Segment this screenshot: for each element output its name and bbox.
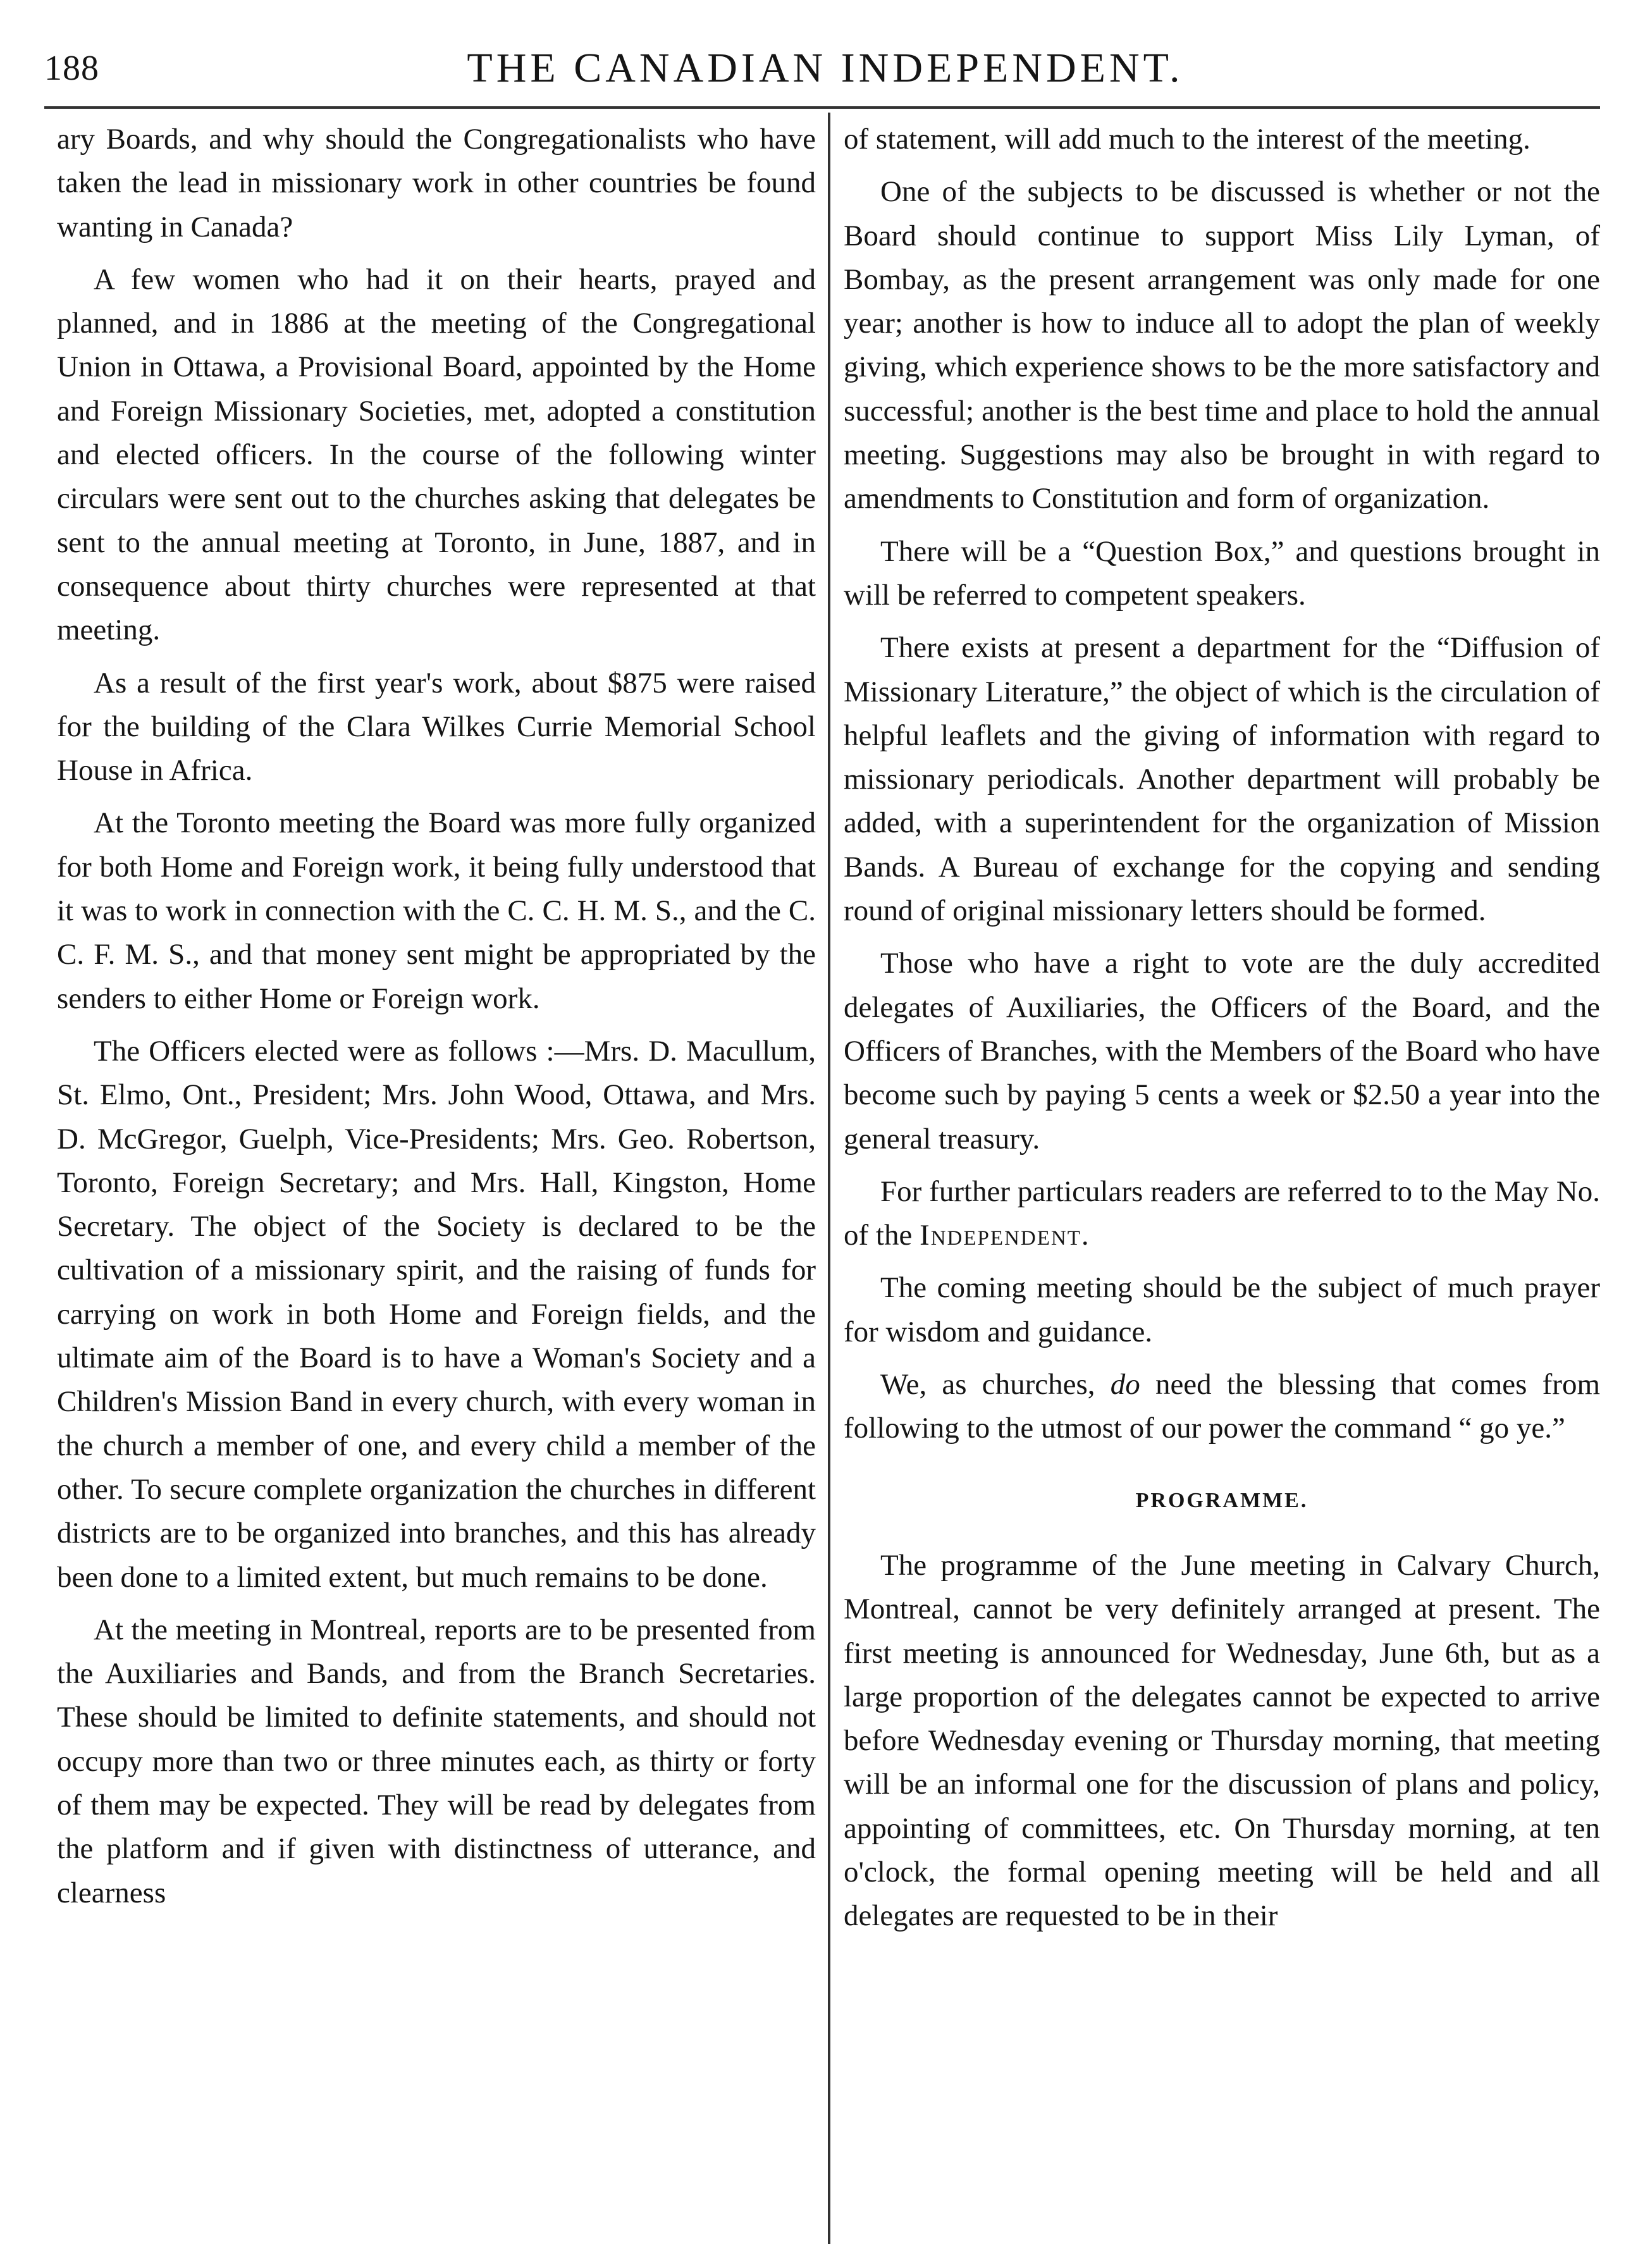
journal-name: Independent.: [920, 1219, 1090, 1252]
paragraph: The programme of the June meeting in Calvary Church, Montreal, cannot be very definitely arranged at present. The first meeting is announced for Wednesday, June 6th, but as a large proportion of the delegates cannot be expected to arrive before Wednesday evening or Thursday morning, that meeting will be an informal one for the discussion of plans and policy, appointing of committees, etc. On Thursday morning, at ten o'clock, the formal opening meeting will be held and all delegates are requested to be in their: [844, 1548, 1600, 1933]
paragraph: At the Toronto meeting the Board was more fully organized for both Home and Foreign work, it being fully understood that it was to work in connection with the C. C. H. M. S., and the C. C. F. M. S., and that money sent might be appropriated by the senders to either Home or Foreign work.: [57, 806, 816, 1015]
paragraph: One of the subjects to be discussed is whether or not the Board should continue to support Miss Lily Lyman, of Bombay, as the present arrangement was only made for one year; another is how to induce all to adopt the plan of weekly giving, which experience shows to be the more satisfactory and successful; another is the best time and place to hold the annual meeting. Suggestions may also be brought in with regard to amendments to Constitution and form of organization.: [844, 175, 1600, 515]
paragraph: A few women who had it on their hearts, prayed and planned, and in 1886 at the meeting of the Congregational Union in Ottawa, a Provisional Board, appointed by the Home and Foreign Missionary Societies, met, adopted a constitution and elected officers. In the course of the following winter circulars were sent out to the churches asking that delegates be sent to the annual meeting at Toronto, in June, 1887, and in consequence about thirty churches were represented at that meeting.: [57, 262, 816, 647]
paragraph: ary Boards, and why should the Congregationalists who have taken the lead in missionary work in other countries be found wanting in Canada?: [57, 123, 816, 243]
column-divider: [828, 113, 830, 2244]
paragraph-text: We, as churches,: [880, 1368, 1095, 1402]
paragraph: The coming meeting should be the subject of much prayer for wisdom and guidance.: [844, 1271, 1600, 1348]
emphasis-text: do: [1110, 1368, 1140, 1402]
page-number: 188: [44, 49, 99, 88]
paragraph: of statement, will add much to the interest of the meeting.: [844, 123, 1530, 156]
paragraph: Those who have a right to vote are the duly accredited delegates of Auxiliaries, the Officers of the Board, and the Officers of Branches, with the Members of the Board who have become such by paying 5 cents a week or $2.50 a year into the general treasury.: [844, 947, 1600, 1156]
paragraph: There exists at present a department for the “Diffusion of Missionary Literature,” the object of which is the circulation of helpful leaflets and the giving of information with regard to missionary periodicals. Another department will probably be added, with a superintendent for the organization of Mission Bands. A Bureau of exchange for the copying and sending round of original missionary letters should be formed.: [844, 631, 1600, 928]
paragraph-text: For further particulars readers are referred to to the May No. of the: [844, 1174, 1600, 1252]
left-column: [57, 118, 816, 1924]
page-header: [44, 44, 1606, 101]
section-heading: PROGRAMME.: [1135, 1488, 1308, 1512]
paragraph: At the meeting in Montreal, reports are to be presented from the Auxiliaries and Bands, and from the Branch Secretaries. These should be limited to definite statements, and should not occupy more than two or three minutes each, as thirty or forty of them may be expected. They will be read by delegates from the platform and if given with distinctness of utterance, and clearness: [57, 1613, 816, 1909]
paragraph: As a result of the first year's work, about $875 were raised for the building of the Clara Wilkes Currie Memorial School House in Africa.: [57, 666, 816, 787]
paragraph: There will be a “Question Box,” and questions brought in will be referred to competent speakers.: [844, 534, 1600, 612]
further-particulars-paragraph: [844, 1170, 1600, 1258]
header-rule: [44, 106, 1600, 109]
page-title: THE CANADIAN INDEPENDENT.: [467, 45, 1184, 91]
right-column: [844, 118, 1600, 1947]
churches-paragraph: [844, 1363, 1600, 1451]
paragraph-text: need the blessing that comes from following to the utmost of our power the command “ go ye.”: [844, 1368, 1601, 1445]
paragraph: The Officers elected were as follows :—Mrs. D. Macullum, St. Elmo, Ont., President; Mrs. John Wood, Ottawa, and Mrs. D. McGregor, Guelph, Vice-Presidents; Mrs. Geo. Robertson, Toronto, Foreign Secretary; and Mrs. Hall, Kingston, Home Secretary. The object of the Society is declared to be the cultivation of a missionary spirit, and the raising of funds for carrying on work in both Home and Foreign fields, and the ultimate aim of the Board is to have a Woman's Society and a Children's Mission Band in every church, with every woman in the church a member of one, and every child a member of the other. To secure complete organization the churches in different districts are to be organized into branches, and this has already been done to a limited extent, but much remains to be done.: [57, 1034, 816, 1594]
